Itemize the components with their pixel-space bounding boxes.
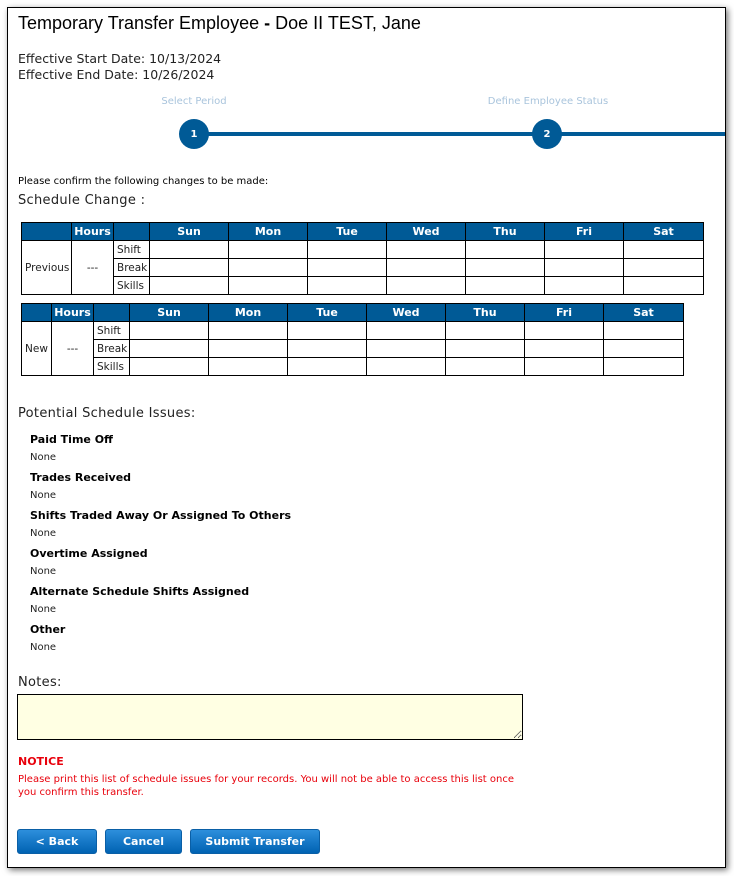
day-cell xyxy=(308,277,387,295)
day-cell xyxy=(624,241,704,259)
cancel-button[interactable]: Cancel xyxy=(105,829,182,854)
submit-transfer-button[interactable]: Submit Transfer xyxy=(190,829,320,854)
table-header-row xyxy=(22,304,684,322)
day-cell xyxy=(130,322,209,340)
day-cell xyxy=(446,358,525,376)
confirm-text: Please confirm the following changes to be made: xyxy=(18,176,269,187)
row-label: Previous xyxy=(22,241,72,295)
header-day: Wed xyxy=(367,304,446,322)
schedule-change-title: Schedule Change : xyxy=(18,193,146,208)
header-type xyxy=(94,304,130,322)
row-type: Shift xyxy=(94,322,130,340)
day-cell xyxy=(209,322,288,340)
notice-text: Please print this list of schedule issues for your records. You will not be able to access this list once you confirm this transfer. xyxy=(18,774,515,798)
header-day: Fri xyxy=(525,304,604,322)
header-day: Sat xyxy=(624,223,704,241)
page-title xyxy=(18,13,421,34)
header-day: Fri xyxy=(545,223,624,241)
table-row xyxy=(22,340,684,358)
issue-heading: Paid Time Off xyxy=(30,433,113,446)
header-day: Mon xyxy=(209,304,288,322)
day-cell xyxy=(229,241,308,259)
row-type: Break xyxy=(94,340,130,358)
row-label: New xyxy=(22,322,52,376)
issue-heading: Overtime Assigned xyxy=(30,547,148,560)
hours-value: --- xyxy=(52,322,94,376)
issue-value: None xyxy=(30,490,57,501)
issue-item xyxy=(30,547,291,585)
day-cell xyxy=(130,358,209,376)
table-row xyxy=(22,259,704,277)
previous-schedule-table xyxy=(21,222,704,295)
day-cell xyxy=(466,259,545,277)
issue-value: None xyxy=(30,452,57,463)
day-cell xyxy=(367,358,446,376)
day-cell xyxy=(387,277,466,295)
step-2-circle[interactable]: 2 xyxy=(532,119,562,149)
title-prefix: Temporary Transfer Employee xyxy=(18,13,260,33)
day-cell xyxy=(367,340,446,358)
day-cell xyxy=(525,358,604,376)
day-cell xyxy=(387,259,466,277)
issue-value: None xyxy=(30,642,57,653)
day-cell xyxy=(209,340,288,358)
day-cell xyxy=(624,259,704,277)
header-day: Thu xyxy=(466,223,545,241)
table-row xyxy=(22,241,704,259)
day-cell xyxy=(288,358,367,376)
issues-title: Potential Schedule Issues: xyxy=(18,406,196,421)
header-day: Tue xyxy=(288,304,367,322)
day-cell xyxy=(446,322,525,340)
day-cell xyxy=(367,322,446,340)
row-type: Skills xyxy=(114,277,150,295)
day-cell xyxy=(150,259,229,277)
step-1-circle[interactable]: 1 xyxy=(179,119,209,149)
header-blank xyxy=(22,223,72,241)
end-date: Effective End Date: 10/26/2024 xyxy=(18,67,215,82)
day-cell xyxy=(288,322,367,340)
issue-value: None xyxy=(30,604,57,615)
day-cell xyxy=(229,259,308,277)
hours-value: --- xyxy=(72,241,114,295)
day-cell xyxy=(466,277,545,295)
step-progress-line xyxy=(194,132,726,136)
issue-value: None xyxy=(30,528,57,539)
day-cell xyxy=(150,241,229,259)
day-cell xyxy=(545,277,624,295)
day-cell xyxy=(624,277,704,295)
header-day: Sun xyxy=(130,304,209,322)
header-day: Sun xyxy=(150,223,229,241)
row-type: Skills xyxy=(94,358,130,376)
issue-item xyxy=(30,509,291,547)
issue-item xyxy=(30,433,291,471)
day-cell xyxy=(545,259,624,277)
header-day: Mon xyxy=(229,223,308,241)
title-separator: - xyxy=(264,13,271,33)
header-hours: Hours xyxy=(72,223,114,241)
day-cell xyxy=(209,358,288,376)
notice-heading: NOTICE xyxy=(18,755,64,768)
back-button[interactable]: < Back xyxy=(17,829,97,854)
issue-item xyxy=(30,623,291,661)
issue-item xyxy=(30,585,291,623)
day-cell xyxy=(308,241,387,259)
day-cell xyxy=(525,322,604,340)
day-cell xyxy=(150,277,229,295)
header-blank xyxy=(22,304,52,322)
day-cell xyxy=(130,340,209,358)
row-type: Break xyxy=(114,259,150,277)
table-header-row xyxy=(22,223,704,241)
notes-label: Notes: xyxy=(18,675,62,690)
table-row xyxy=(22,277,704,295)
step-2-label: Define Employee Status xyxy=(487,96,609,107)
day-cell xyxy=(604,340,684,358)
day-cell xyxy=(466,241,545,259)
header-day: Wed xyxy=(387,223,466,241)
day-cell xyxy=(446,340,525,358)
issue-heading: Alternate Schedule Shifts Assigned xyxy=(30,585,250,598)
issue-value: None xyxy=(30,566,57,577)
day-cell xyxy=(288,340,367,358)
issues-list xyxy=(30,433,291,661)
issue-heading: Trades Received xyxy=(30,471,132,484)
new-schedule-table xyxy=(21,303,684,376)
day-cell xyxy=(525,340,604,358)
header-type xyxy=(114,223,150,241)
day-cell xyxy=(545,241,624,259)
notes-textarea[interactable] xyxy=(17,694,523,740)
employee-name: Doe II TEST, Jane xyxy=(275,13,421,33)
issue-heading: Shifts Traded Away Or Assigned To Others xyxy=(30,509,292,522)
issue-heading: Other xyxy=(30,623,66,636)
header-day: Tue xyxy=(308,223,387,241)
day-cell xyxy=(604,322,684,340)
effective-dates xyxy=(18,51,221,83)
header-hours: Hours xyxy=(52,304,94,322)
header-day: Thu xyxy=(446,304,525,322)
day-cell xyxy=(229,277,308,295)
day-cell xyxy=(604,358,684,376)
day-cell xyxy=(308,259,387,277)
step-1-label: Select Period xyxy=(161,96,227,107)
transfer-dialog xyxy=(7,7,726,868)
row-type: Shift xyxy=(114,241,150,259)
table-row xyxy=(22,322,684,340)
start-date: Effective Start Date: 10/13/2024 xyxy=(18,51,222,66)
issue-item xyxy=(30,471,291,509)
table-row xyxy=(22,358,684,376)
day-cell xyxy=(387,241,466,259)
header-day: Sat xyxy=(604,304,684,322)
